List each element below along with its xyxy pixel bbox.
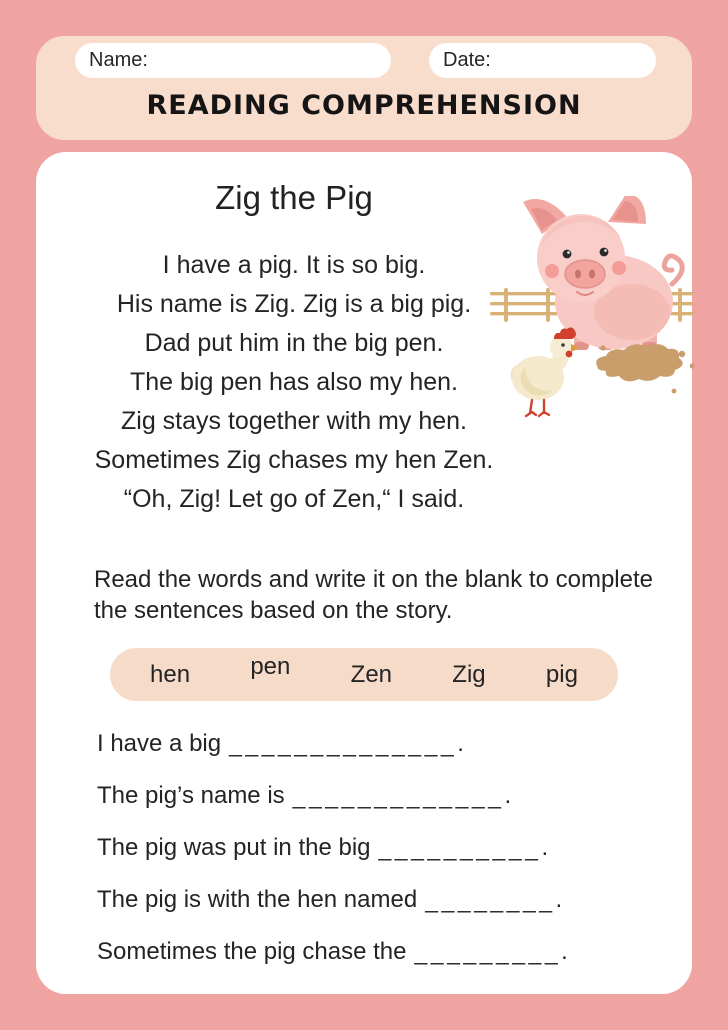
header-card [36, 36, 692, 140]
word-bank-word: hen [150, 660, 191, 688]
story-line: His name is Zig. Zig is a big pig. [116, 290, 472, 318]
answer-blank[interactable]: _________ [414, 938, 562, 965]
story-line: The big pen has also my hen. [130, 368, 458, 396]
word-bank-word: pig [545, 660, 578, 688]
answer-blank[interactable]: __________ [378, 834, 542, 861]
worksheet-card [36, 152, 692, 994]
name-field[interactable] [75, 43, 391, 78]
story-section [44, 176, 544, 519]
answer-blank[interactable]: ______________ [229, 730, 458, 757]
sentence-period: . [457, 730, 464, 757]
pig-hen-illustration [486, 196, 700, 422]
answer-blank[interactable]: ________ [425, 886, 556, 913]
story-line: Sometimes Zig chases my hen Zen. [94, 446, 494, 474]
sentence-row [97, 822, 657, 874]
story-line: Zig stays together with my hen. [121, 407, 467, 435]
sentence-row [97, 926, 657, 978]
sentence-text: Sometimes the pig chase the [97, 938, 407, 965]
word-bank-word: Zen [350, 660, 393, 688]
story-line: Dad put him in the big pen. [144, 329, 444, 357]
hen-icon [511, 327, 580, 416]
sentence-text: I have a big [97, 730, 222, 757]
fill-in-sentences [97, 718, 657, 978]
pig-icon [523, 196, 682, 350]
sentence-text: The pig’s name is [97, 782, 285, 809]
sentence-period: . [541, 834, 549, 861]
sentence-row [97, 874, 657, 926]
answer-blank[interactable]: _____________ [292, 782, 505, 809]
story-line: I have a pig. It is so big. [162, 251, 426, 279]
sentence-period: . [504, 782, 512, 809]
sentence-text: The pig was put in the big [97, 834, 371, 861]
date-field[interactable] [429, 43, 656, 78]
date-label: Date: [443, 49, 491, 71]
sentence-period: . [561, 938, 568, 965]
name-label: Name: [89, 49, 148, 71]
word-bank [110, 648, 618, 701]
sentence-row [97, 718, 657, 770]
word-bank-word: Zig [452, 660, 486, 688]
sentence-row [97, 770, 657, 822]
page-title: READING COMPREHENSION [146, 90, 582, 121]
story-line: “Oh, Zig! Let go of Zen,“ I said. [123, 485, 465, 513]
word-bank-word: pen [250, 652, 291, 680]
mud-puddle-icon [596, 344, 694, 393]
sentence-period: . [555, 886, 563, 913]
sentence-text: The pig is with the hen named [97, 886, 418, 913]
instructions-text: Read the words and write it on the blank to complete the sentences based on the story. [94, 566, 653, 624]
story-title: Zig the Pig [215, 179, 373, 216]
